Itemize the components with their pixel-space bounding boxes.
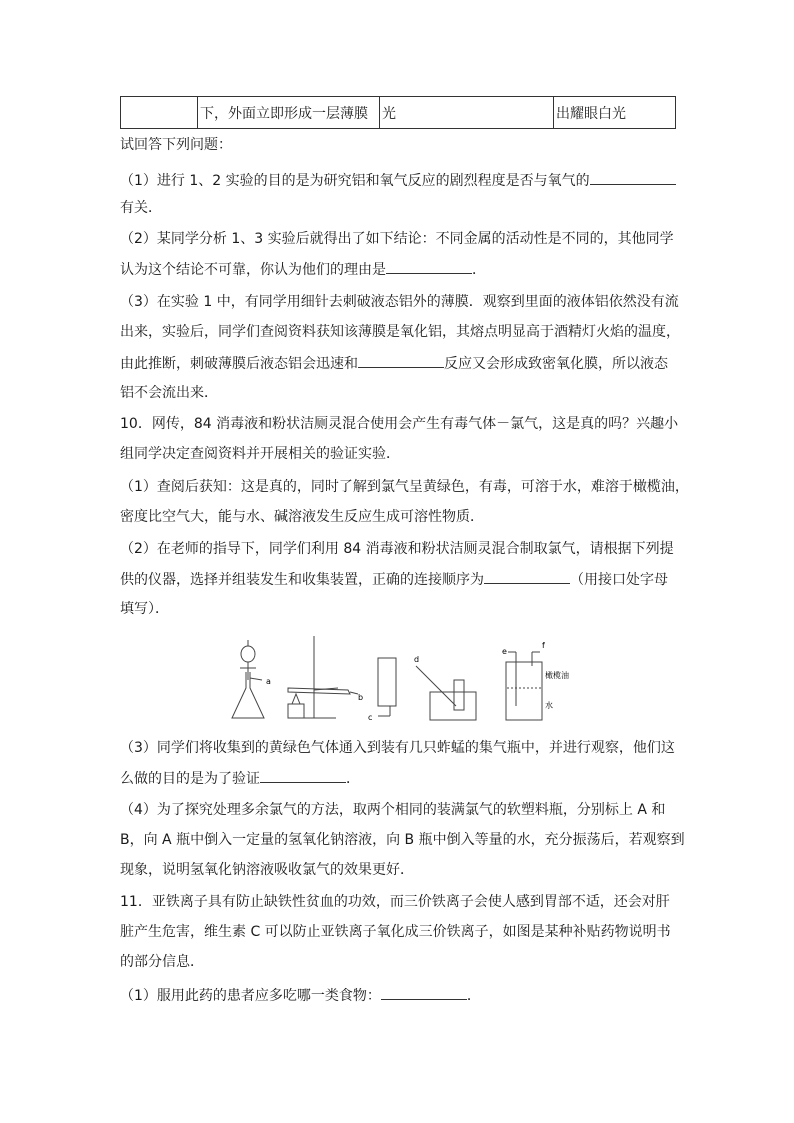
table-cell: 出耀眼白光 bbox=[554, 97, 676, 129]
apparatus-drawing bbox=[218, 632, 574, 724]
label-d: d bbox=[414, 655, 420, 664]
label-b: b bbox=[358, 693, 364, 702]
q9-part3-line4: 铝不会流出来． bbox=[120, 385, 218, 401]
q9-part3-text-after: 反应又会形成致密氧化膜，所以液态 bbox=[444, 356, 668, 372]
answer-blank bbox=[260, 768, 346, 783]
q10-part3-line1: （3）同学们将收集到的黄绿色气体通入到装有几只蚱蜢的集气瓶中，并进行观察，他们这 bbox=[120, 740, 675, 756]
q9-part3-line3 bbox=[120, 353, 668, 374]
apparatus-figure bbox=[218, 632, 574, 724]
q10-stem-line1: 10．网传，84 消毒液和粉状洁厕灵混合使用会产生有毒气体－氯气，这是真的吗？兴趣小 bbox=[120, 416, 679, 432]
q9-part2-end: ． bbox=[472, 262, 486, 278]
label-c: c bbox=[368, 713, 373, 722]
q11-part1-text: （1）服用此药的患者应多吃哪一类食物： bbox=[120, 988, 381, 1004]
table-cell bbox=[121, 97, 198, 129]
q10-part1-line2: 密度比空气大，能与水、碱溶液发生反应生成可溶性物质． bbox=[120, 509, 484, 525]
q9-part1-line2: 有关． bbox=[120, 200, 162, 216]
q9-part3-text: 由此推断，刺破薄膜后液态铝会迅速和 bbox=[120, 356, 358, 372]
intro-text: 试回答下列问题： bbox=[120, 137, 232, 153]
table-row bbox=[121, 97, 676, 129]
q10-part4-line3: 现象，说明氢氧化钠溶液吸收氯气的效果更好． bbox=[120, 862, 414, 878]
q11-part1 bbox=[120, 985, 481, 1006]
answer-blank bbox=[381, 985, 467, 1000]
answer-blank bbox=[358, 353, 444, 368]
q11-stem-line2: 脏产生危害，维生素 C 可以防止亚铁离子氧化成三价铁离子，如图是某种补贴药物说明书 bbox=[120, 924, 671, 940]
q9-part2-line1: （2）某同学分析 1、3 实验后就得出了如下结论：不同金属的活动性是不同的，其他同学 bbox=[120, 231, 674, 247]
q10-part2-line3: 填写）． bbox=[120, 601, 169, 617]
q10-part2-text-after: （用接口处字母 bbox=[570, 572, 668, 588]
label-f: f bbox=[542, 641, 545, 650]
q10-part3-end: ． bbox=[346, 771, 360, 787]
q10-part3-text: 么做的目的是为了验证 bbox=[120, 771, 260, 787]
q10-stem-line2: 组同学决定查阅资料并开展相关的验证实验． bbox=[120, 446, 400, 462]
q10-part1-line1: （1）查阅后获知：这是真的，同时了解到氯气呈黄绿色，有毒，可溶于水，难溶于橄榄油， bbox=[120, 479, 689, 495]
q9-part2-line2 bbox=[120, 259, 486, 280]
table-cell: 光 bbox=[380, 97, 554, 129]
answer-blank bbox=[590, 170, 676, 185]
q10-part2-text: 供的仪器，选择并组装发生和收集装置，正确的连接顺序为 bbox=[120, 572, 484, 588]
q9-part3-line2: 出来，实验后，同学们查阅资料获知该薄膜是氧化铝，其熔点明显高于酒精灯火焰的温度， bbox=[120, 324, 680, 340]
answer-blank bbox=[386, 259, 472, 274]
q10-part4-line1: （4）为了探究处理多余氯气的方法，取两个相同的装满氯气的软塑料瓶，分别标上 A 和 bbox=[120, 802, 666, 818]
label-e: e bbox=[502, 647, 507, 656]
q9-part3-line1: （3）在实验 1 中，有同学用细针去刺破液态铝外的薄膜．观察到里面的液体铝依然没有流 bbox=[120, 294, 679, 310]
q11-part1-end: ． bbox=[466, 988, 481, 1004]
q9-part2-text: 认为这个结论不可靠，你认为他们的理由是 bbox=[120, 262, 386, 278]
answer-blank bbox=[484, 569, 570, 584]
q10-part3-line2 bbox=[120, 768, 360, 789]
label-water: 水 bbox=[545, 701, 553, 710]
q10-part4-line2: B，向 A 瓶中倒入一定量的氢氧化钠溶液，向 B 瓶中倒入等量的水，充分振荡后，若观察到 bbox=[120, 832, 685, 848]
experiment-table-fragment bbox=[120, 96, 676, 129]
table-cell: 下，外面立即形成一层薄膜 bbox=[198, 97, 380, 129]
label-a: a bbox=[266, 677, 271, 686]
q10-part2-line1: （2）在老师的指导下，同学们利用 84 消毒液和粉状洁厕灵混合制取氯气，请根据下列提 bbox=[120, 541, 674, 557]
q11-stem-line3: 的部分信息． bbox=[120, 954, 204, 970]
q9-part1 bbox=[120, 170, 676, 191]
q10-part2-line2 bbox=[120, 569, 668, 590]
q11-stem-line1: 11．亚铁离子具有防止缺铁性贫血的功效，而三价铁离子会使人感到胃部不适，还会对肝 bbox=[120, 894, 670, 910]
q9-part1-text: （1）进行 1、2 实验的目的是为研究铝和氧气反应的剧烈程度是否与氧气的 bbox=[120, 173, 590, 189]
label-olive-oil: 橄榄油 bbox=[545, 671, 569, 680]
